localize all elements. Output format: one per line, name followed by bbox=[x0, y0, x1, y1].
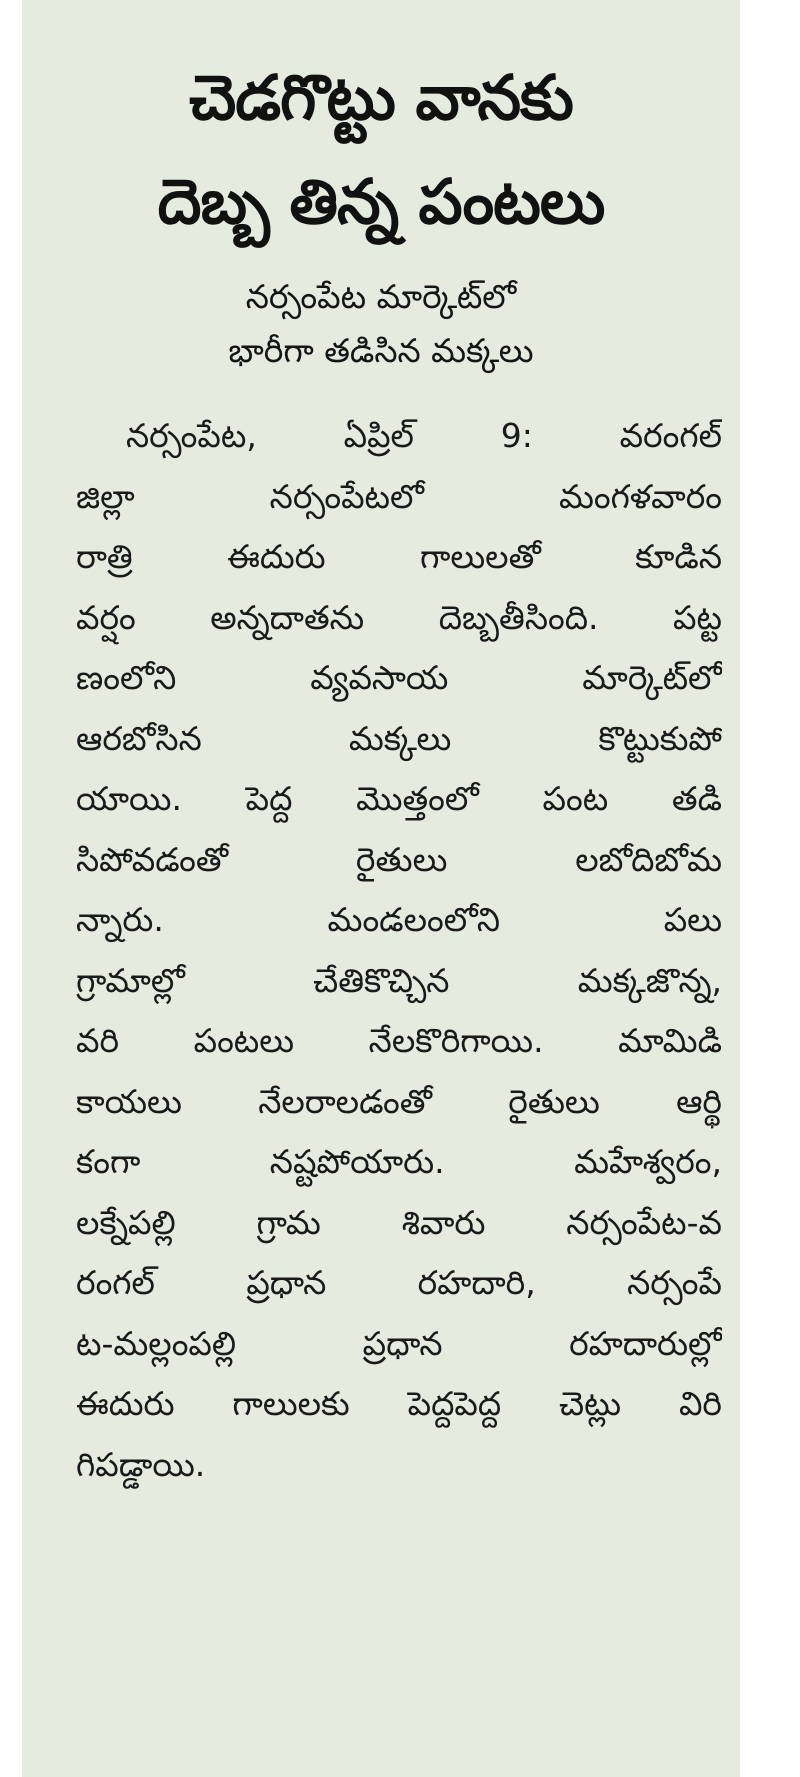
body-line: లక్నేపల్లి గ్రామ శివారు నర్సంపేట-వ bbox=[76, 1202, 722, 1242]
body-line: నర్సంపేట, ఏప్రిల్ 9: వరంగల్ bbox=[126, 416, 722, 455]
body-line: గ్రామాల్లో చేతికొచ్చిన మక్కజొన్న, bbox=[76, 960, 722, 1000]
headline-line-2: దెబ్బ తిన్న పంటలు bbox=[157, 165, 605, 238]
body-line: ఆరబోసిన మక్కలు కొట్టుకుపో bbox=[76, 718, 722, 758]
body-line: జిల్లా నర్సంపేటలో మంగళవారం bbox=[76, 476, 722, 516]
body-line: రంగల్ ప్రధాన రహదారి, నర్సంపే bbox=[76, 1263, 722, 1302]
body-line: రాత్రి ఈదురు గాలులతో కూడిన bbox=[76, 537, 722, 576]
body-line: వరి పంటలు నేలకొరిగాయి. మామిడి bbox=[76, 1021, 722, 1060]
body-line: యాయి. పెద్ద మొత్తంలో పంట తడి bbox=[76, 779, 722, 818]
body-line: ఈదురు గాలులకు పెద్దపెద్ద చెట్లు విరి bbox=[76, 1384, 722, 1423]
article-body bbox=[76, 406, 722, 1495]
body-line: గిపడ్డాయి. bbox=[76, 1444, 206, 1484]
body-line: ట-మల్లంపల్లి ప్రధాన రహదారుల్లో bbox=[76, 1323, 722, 1363]
subheadline-line-1: నర్సంపేట మార్కెట్‌లో bbox=[245, 277, 517, 316]
body-line: వర్షం అన్నదాతను దెబ్బతీసింది. పట్ట bbox=[76, 597, 722, 637]
headline-line-1: చెడగొట్టు వానకు bbox=[189, 61, 573, 134]
newspaper-clipping bbox=[22, 0, 740, 1777]
headline bbox=[22, 46, 740, 254]
body-line: కాయలు నేలరాలడంతో రైతులు ఆర్థి bbox=[76, 1081, 722, 1121]
body-line: కంగా నష్టపోయారు. మహేశ్వరం, bbox=[76, 1142, 722, 1181]
body-line: ణంలోని వ్యవసాయ మార్కెట్‌లో bbox=[76, 658, 722, 697]
body-line: న్నారు. మండలంలోని పలు bbox=[76, 900, 722, 939]
subheadline bbox=[22, 270, 740, 378]
body-line: సిపోవడంతో రైతులు లబోదిబోమ bbox=[76, 839, 722, 879]
subheadline-line-2: భారీగా తడిసిన మక్కలు bbox=[228, 331, 534, 370]
